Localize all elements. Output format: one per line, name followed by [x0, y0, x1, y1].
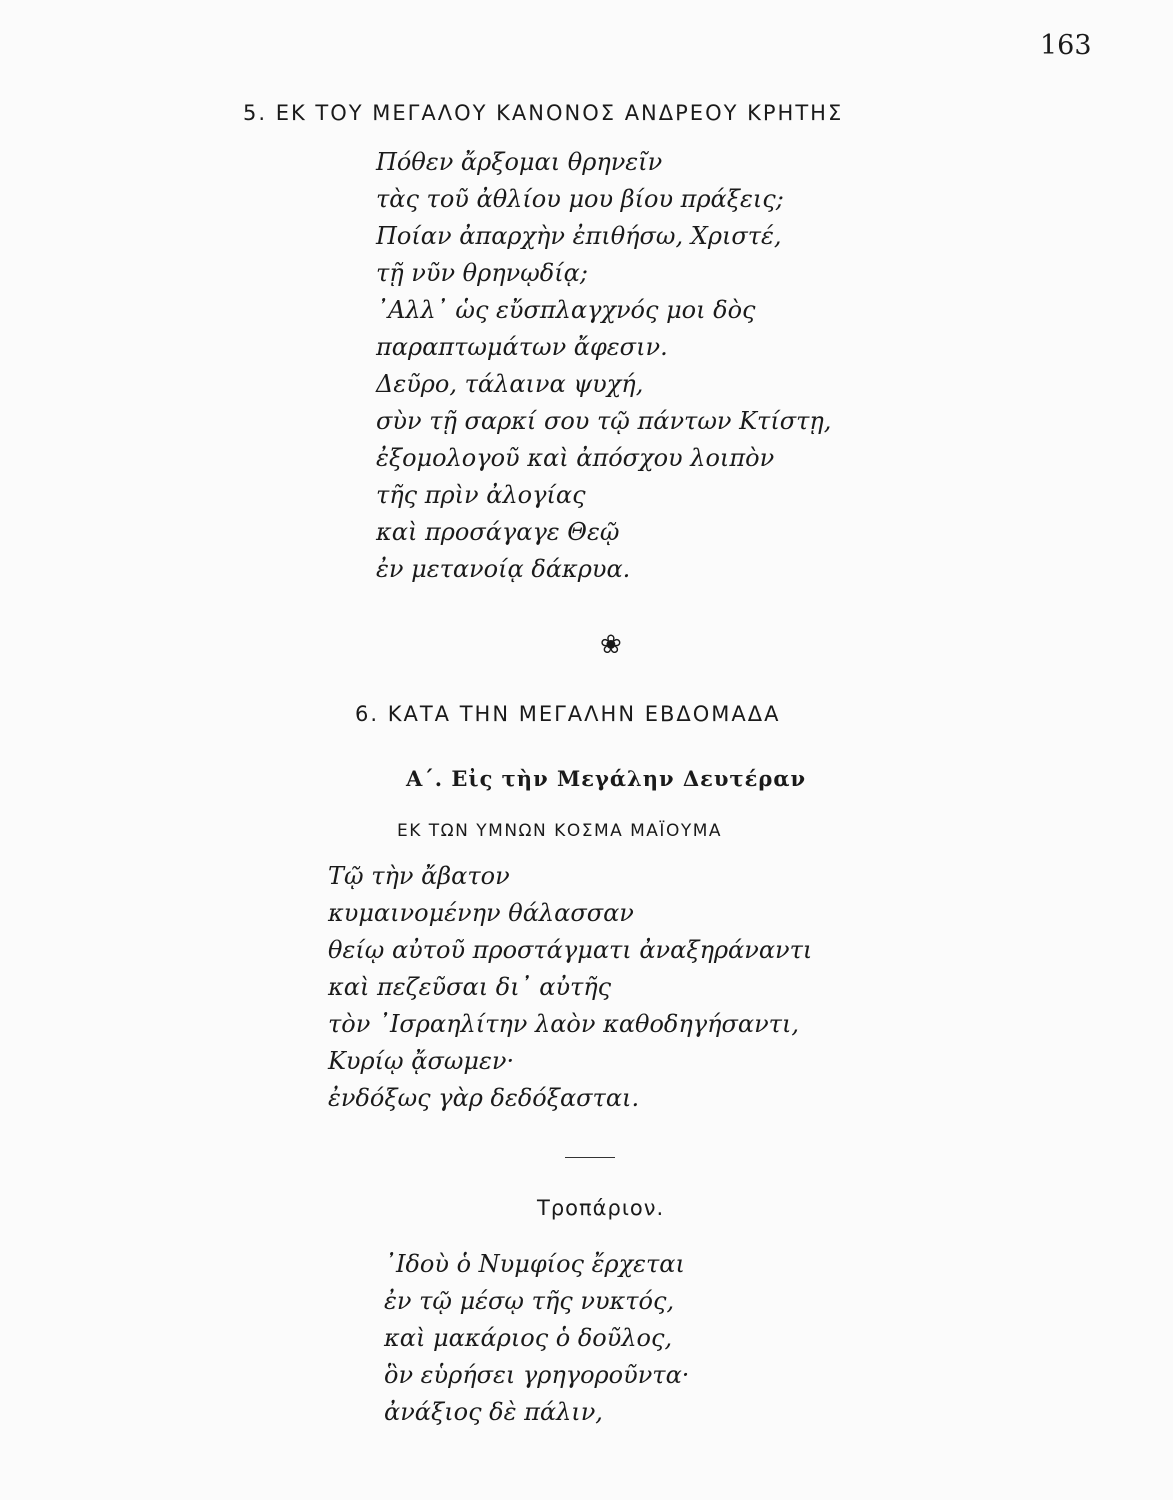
poem-line: τὰς τοῦ ἀθλίου μου βίου πράξεις;	[376, 185, 784, 213]
poem-line: καὶ προσάγαγε Θεῷ	[376, 518, 620, 546]
troparion-label: Τροπάριον.	[537, 1196, 665, 1220]
poem-line: ὃν εὑρήσει γρηγοροῦντα·	[384, 1361, 690, 1389]
poem-line: ἐν τῷ μέσῳ τῆς νυκτός,	[384, 1287, 675, 1315]
poem-line: ἐν μετανοίᾳ δάκρυα.	[376, 555, 631, 583]
poem-line: Ποίαν ἀπαρχὴν ἐπιθήσω, Χριστέ,	[376, 222, 782, 250]
poem-line: καὶ πεζεῦσαι δι᾿ αὐτῆς	[328, 973, 612, 1001]
poem-line: τῆς πρὶν ἀλογίας	[376, 481, 586, 509]
page-number: 163	[1040, 30, 1092, 61]
section-5-poem	[376, 144, 831, 588]
poem-line: ἐξομολογοῦ καὶ ἀπόσχου λοιπὸν	[376, 444, 775, 472]
section-6-subheading: Α΄. Εἰς τὴν Μεγάλην Δευτέραν	[406, 766, 807, 791]
poem-line: ἀνάξιος δὲ πάλιν,	[384, 1398, 603, 1426]
poem-line: σὺν τῇ σαρκί σου τῷ πάντων Κτίστῃ,	[376, 407, 832, 435]
troparion-poem	[384, 1246, 689, 1431]
poem-line: Δεῦρο, τάλαινα ψυχή,	[376, 370, 644, 398]
poem-line: τὸν ᾿Ισραηλίτην λαὸν καθοδηγήσαντι,	[328, 1010, 799, 1038]
divider	[565, 1157, 615, 1158]
poem-line: Τῷ τὴν ἄβατον	[328, 862, 510, 890]
hymn-source: ΕΚ ΤΩΝ ΥΜΝΩΝ ΚΟΣΜΑ ΜΑΪΟΥΜΑ	[397, 821, 723, 841]
poem-line: ᾿Ιδοὺ ὁ Νυμφίος ἔρχεται	[384, 1250, 685, 1278]
poem-line: Πόθεν ἄρξομαι θρηνεῖν	[376, 148, 663, 176]
poem-line: ἐνδόξως γὰρ δεδόξασται.	[328, 1084, 640, 1112]
section-6-heading: 6. ΚΑΤΑ ΤΗΝ ΜΕΓΑΛΗΝ ΕΒΔΟΜΑΔΑ	[355, 702, 781, 726]
poem-line: Κυρίῳ ᾄσωμεν·	[328, 1047, 515, 1075]
flower-ornament-icon: ❀	[600, 630, 622, 660]
poem-line: κυμαινομένην θάλασσαν	[328, 899, 634, 927]
poem-line: ᾿Αλλ᾿ ὡς εὔσπλαγχνός μοι δὸς	[376, 296, 756, 324]
poem-line: καὶ μακάριος ὁ δοῦλος,	[384, 1324, 673, 1352]
poem-line: παραπτωμάτων ἄφεσιν.	[376, 333, 668, 361]
section-5-heading: 5. ΕΚ ΤΟΥ ΜΕΓΑΛΟΥ ΚΑΝΟΝΟΣ ΑΝΔΡΕΟΥ ΚΡΗΤΗΣ	[243, 101, 844, 125]
poem-line: τῇ νῦν θρηνῳδίᾳ;	[376, 259, 588, 287]
poem-line: θείῳ αὐτοῦ προστάγματι ἀναξηράναντι	[328, 936, 813, 964]
hymn-poem	[328, 858, 812, 1117]
